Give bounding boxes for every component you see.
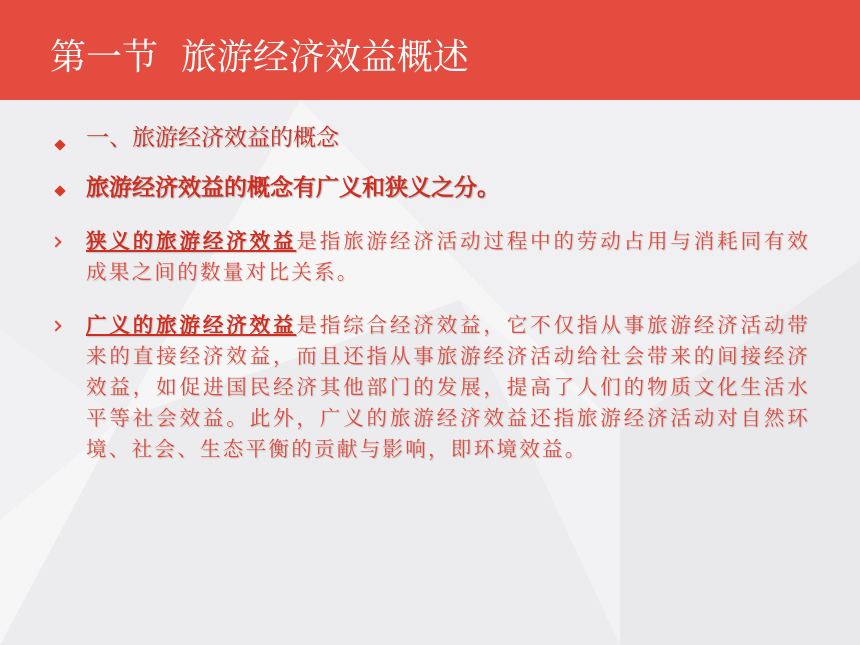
narrow-definition-paragraph: [86, 226, 810, 288]
broad-definition-term: 广义的旅游经济效益: [86, 313, 297, 337]
section-heading: 一、旅游经济效益的概念: [86, 125, 339, 151]
broad-definition-paragraph: [86, 310, 810, 465]
narrow-definition-text: 是指旅游经济活动过程中的劳动占用与消耗同有效成果之间的数量对比关系。: [86, 229, 810, 284]
broad-definition-text: 是指综合经济效益，它不仅指从事旅游经济活动带来的直接经济效益，而且还指从事旅游经济活动给社会带来的间接经济效益，如促进国民经济其他部门的发展，提高了人们的物质文化生活水平等社会效益。此外，广义的旅游经济效益还指旅游经济活动对自然环境、社会、生态平衡的贡献与影响，即环境效益。: [86, 313, 810, 461]
narrow-definition-term: 狭义的旅游经济效益: [86, 229, 297, 253]
title-bar: [0, 0, 860, 100]
slide-title: 第一节 旅游经济效益概述: [50, 37, 469, 78]
concept-summary: 旅游经济效益的概念有广义和狭义之分。: [86, 175, 500, 201]
